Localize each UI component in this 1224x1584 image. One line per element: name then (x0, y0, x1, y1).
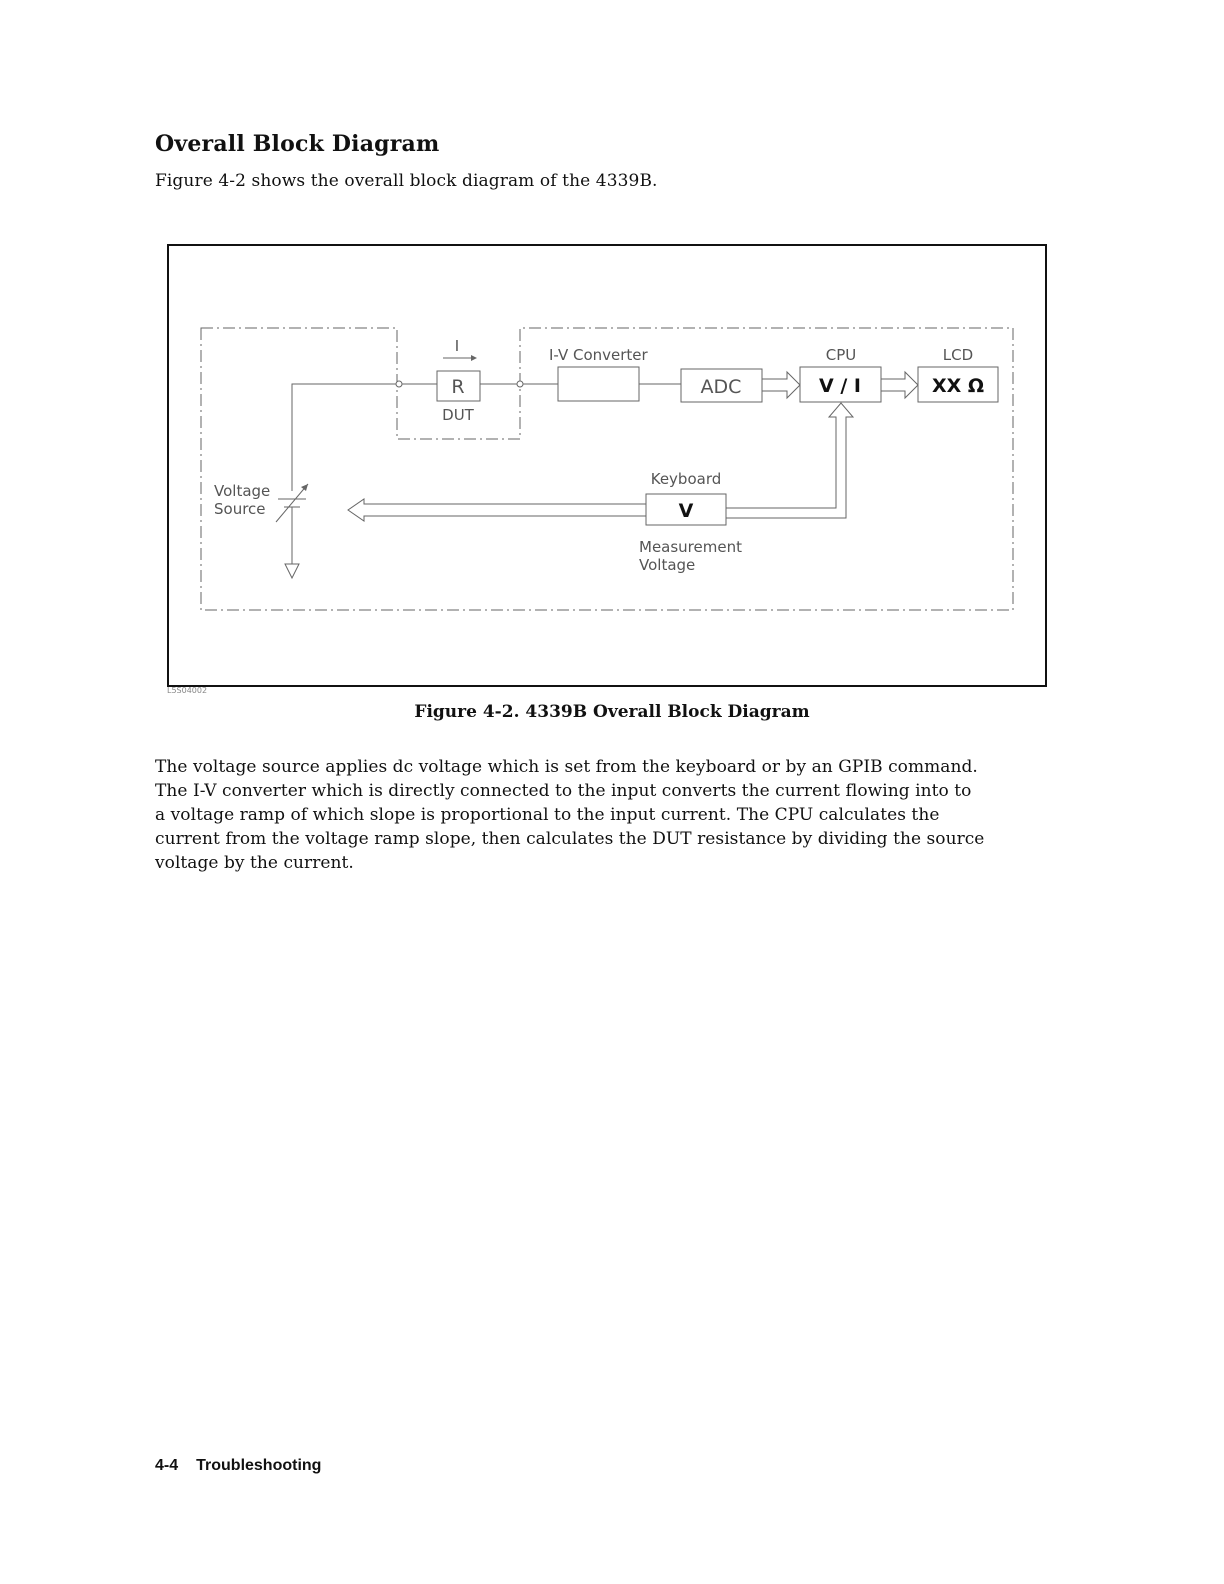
section-heading: Overall Block Diagram (155, 131, 440, 157)
source-variable-arrowhead (301, 484, 308, 491)
body-line: The I-V converter which is directly connected to the input converts the current flowing into to (155, 781, 972, 801)
body-line: The voltage source applies dc voltage which is set from the keyboard or by an GPIB command. (155, 757, 978, 777)
block-diagram-svg (169, 246, 1045, 685)
keyboard-value: V (678, 500, 694, 522)
body-paragraph (155, 755, 1055, 875)
resistor-label: R (451, 376, 465, 398)
body-line: current from the voltage ramp slope, then calculates the DUT resistance by dividing the source (155, 829, 985, 849)
keyboard-label: Keyboard (650, 470, 722, 488)
figure-id: L5S04002 (167, 686, 208, 695)
voltage-source-label-line1: Voltage (214, 482, 271, 500)
cpu-value: V / I (819, 375, 861, 397)
block-diagram-figure (167, 244, 1047, 687)
lcd-value: XX Ω (931, 375, 985, 397)
ground-symbol (285, 564, 299, 578)
iv-converter-label: I-V Converter (549, 346, 648, 364)
cpu-to-lcd-arrow (881, 372, 918, 398)
adc-label: ADC (700, 376, 742, 398)
current-arrow-head (471, 355, 477, 361)
iv-converter-box (558, 367, 639, 401)
keyboard-to-cpu-arrow (726, 403, 853, 518)
keyboard-to-source-arrow (348, 499, 646, 521)
intro-paragraph: Figure 4-2 shows the overall block diagram of the 4339B. (155, 171, 658, 191)
voltage-source-label-line2: Source (214, 500, 266, 518)
adc-to-cpu-arrow (762, 372, 800, 398)
cpu-label: CPU (825, 346, 857, 364)
body-line: a voltage ramp of which slope is proportional to the input current. The CPU calculates the (155, 805, 940, 825)
dut-label: DUT (442, 406, 474, 424)
measurement-voltage-label-line1: Measurement (639, 538, 742, 556)
output-terminal (517, 381, 523, 387)
body-line: voltage by the current. (155, 853, 354, 873)
lcd-label: LCD (942, 346, 974, 364)
current-label: I (454, 337, 460, 355)
measurement-voltage-label-line2: Voltage (639, 556, 696, 574)
source-wire (292, 384, 396, 491)
input-terminal (396, 381, 402, 387)
page-number: 4-4 (155, 1457, 179, 1474)
figure-caption: Figure 4-2. 4339B Overall Block Diagram (414, 702, 810, 722)
section-name: Troubleshooting (196, 1457, 322, 1474)
page-footer (155, 1457, 321, 1475)
